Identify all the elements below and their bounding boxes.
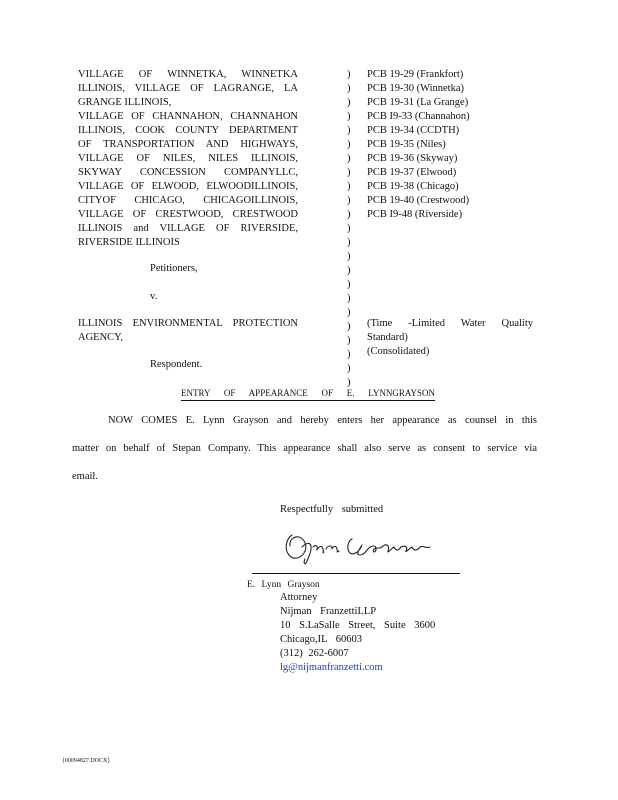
caption-paren: ) bbox=[347, 223, 351, 234]
petitioners-line: CITYOF CHICAGO, CHICAGOILLINOIS, bbox=[78, 195, 298, 206]
case-number: PCB 19-35 (Niles) bbox=[367, 139, 446, 150]
email-link[interactable]: lg@nijmanfranzetti.com bbox=[280, 662, 383, 673]
caption-paren: ) bbox=[347, 125, 351, 136]
footer-document-id: {00094827.DOCX} bbox=[62, 758, 111, 764]
case-number: PCB 19-36 (Skyway) bbox=[367, 153, 458, 164]
respondent-line: AGENCY, bbox=[78, 332, 124, 343]
petitioners-line: ILLINOIS, COOK COUNTY DEPARTMENT bbox=[78, 125, 298, 136]
petitioners-line: VILLAGE OF ELWOOD, ELWOODILLINOIS, bbox=[78, 181, 298, 192]
caption-paren: ) bbox=[347, 321, 351, 332]
case-number: PCB I9-48 (Riverside) bbox=[367, 209, 463, 220]
caption-paren: ) bbox=[347, 209, 351, 220]
case-number: PCB 19-30 (Winnetka) bbox=[367, 83, 464, 94]
address-line-1: 10 S.LaSalle Street, Suite 3600 bbox=[280, 620, 436, 631]
signer-name: E. Lynn Grayson bbox=[247, 580, 320, 590]
petitioners-line: VILLAGE OF CRESTWOOD, CRESTWOOD bbox=[78, 209, 298, 220]
proceeding-type-line: (Consolidated) bbox=[367, 346, 430, 357]
versus-label: v. bbox=[150, 291, 158, 302]
signer-title: Attorney bbox=[280, 592, 318, 603]
petitioners-line: VILLAGE OF CHANNAHON, CHANNAHON bbox=[78, 111, 298, 122]
case-number: PCB 19-34 (CCDTH) bbox=[367, 125, 460, 136]
address-line-2: Chicago,IL 60603 bbox=[280, 634, 363, 645]
respondent-line: ILLINOIS ENVIRONMENTAL PROTECTION bbox=[78, 318, 298, 329]
caption-paren: ) bbox=[347, 69, 351, 80]
caption-paren: ) bbox=[347, 363, 351, 374]
closing-text: Respectfully submitted bbox=[280, 504, 384, 515]
petitioners-line: ILLINOIS and VILLAGE OF RIVERSIDE, bbox=[78, 223, 298, 234]
proceeding-type-line: Standard) bbox=[367, 332, 408, 343]
petitioners-line: GRANGE ILLINOIS, bbox=[78, 97, 172, 108]
caption-paren: ) bbox=[347, 167, 351, 178]
proceeding-type-line: (Time -Limited Water Quality bbox=[367, 318, 533, 329]
respondent-label: Respondent. bbox=[150, 359, 203, 370]
caption-paren: ) bbox=[347, 195, 351, 206]
signature-line bbox=[252, 573, 460, 574]
petitioners-label: Petitioners, bbox=[150, 263, 198, 274]
case-number: PCB 19-29 (Frankfort) bbox=[367, 69, 464, 80]
petitioners-line: SKYWAY CONCESSION COMPANYLLC, bbox=[78, 167, 298, 178]
caption-paren: ) bbox=[347, 111, 351, 122]
case-number: PCB I9-33 (Channahon) bbox=[367, 111, 470, 122]
petitioners-line: VILLAGE OF WINNETKA, WINNETKA bbox=[78, 69, 298, 80]
body-line: email. bbox=[72, 471, 98, 482]
caption-paren: ) bbox=[347, 237, 351, 248]
signature-image bbox=[280, 525, 440, 567]
caption-paren: ) bbox=[347, 335, 351, 346]
caption-paren: ) bbox=[347, 349, 351, 360]
case-number: PCB 19-40 (Crestwood) bbox=[367, 195, 470, 206]
petitioners-line: RIVERSIDE ILLINOIS bbox=[78, 237, 180, 248]
caption-paren: ) bbox=[347, 279, 351, 290]
caption-paren: ) bbox=[347, 293, 351, 304]
petitioners-line: OF TRANSPORTATION AND HIGHWAYS, bbox=[78, 139, 298, 150]
phone-number: (312) 262-6007 bbox=[280, 648, 349, 659]
document-heading: ENTRY OF APPEARANCE OF E. LYNNGRAYSON bbox=[181, 386, 435, 401]
email-address bbox=[280, 661, 383, 675]
firm-name: Nijman FranzettiLLP bbox=[280, 606, 377, 617]
caption-paren: ) bbox=[347, 251, 351, 262]
body-line: NOW COMES E. Lynn Grayson and hereby enters her appearance as counsel in this bbox=[108, 415, 537, 426]
petitioners-line: ILLINOIS, VILLAGE OF LAGRANGE, LA bbox=[78, 83, 298, 94]
caption-paren: ) bbox=[347, 139, 351, 150]
petitioners-line: VILLAGE OF NILES, NILES ILLINOIS, bbox=[78, 153, 298, 164]
case-number: PCB 19-31 (La Grange) bbox=[367, 97, 469, 108]
case-number: PCB 19-37 (Elwood) bbox=[367, 167, 457, 178]
caption-paren: ) bbox=[347, 265, 351, 276]
caption-paren: ) bbox=[347, 97, 351, 108]
caption-paren: ) bbox=[347, 153, 351, 164]
caption-paren: ) bbox=[347, 83, 351, 94]
caption-paren: ) bbox=[347, 307, 351, 318]
caption-paren: ) bbox=[347, 181, 351, 192]
body-line: matter on behalf of Stepan Company. This appearance shall also serve as consent to service via bbox=[72, 443, 537, 454]
caption-paren: ) bbox=[347, 377, 351, 388]
case-number: PCB 19-38 (Chicago) bbox=[367, 181, 459, 192]
